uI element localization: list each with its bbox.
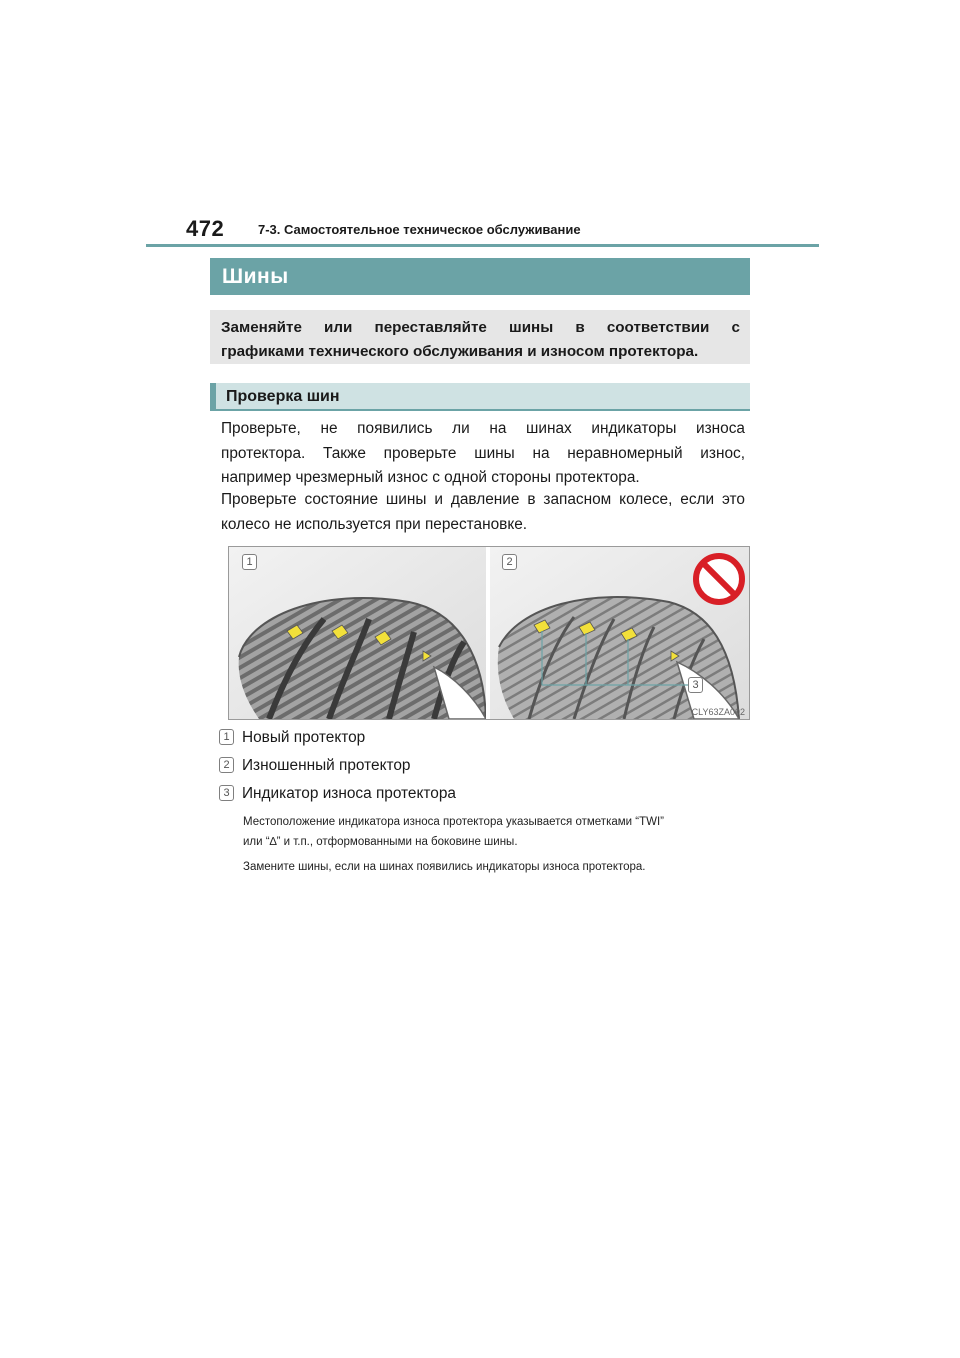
- section-header: 7-3. Самостоятельное техническое обслуживание: [258, 222, 581, 237]
- legend-number-2: 2: [219, 757, 234, 773]
- paragraph-1-line-1: Проверьте, не появились ли на шинах индикаторы износа: [221, 420, 745, 437]
- intro-line-2: графиками технического обслуживания и износом протектора.: [221, 343, 699, 360]
- page-title: Шины: [210, 258, 750, 295]
- intro-line-1: Заменяйте или переставляйте шины в соответствии с: [221, 319, 740, 336]
- legend-item-2: [219, 755, 410, 777]
- paragraph-1-line-2: протектора. Также проверьте шины на неравномерный износ,: [221, 444, 745, 462]
- worn-tire-illustration: [490, 547, 749, 719]
- note-1: [243, 812, 753, 852]
- legend-text-1: Новый протектор: [242, 729, 366, 746]
- legend-item-1: [219, 727, 365, 749]
- prohibition-sign-icon: [696, 556, 742, 602]
- note-2-text: Замените шины, если на шинах появились индикаторы износа протектора.: [243, 861, 646, 873]
- callout-1: 1: [242, 554, 257, 570]
- paragraph-2-line-1: Проверьте состояние шины и давление в запасном колесе, если это: [221, 491, 745, 508]
- subsection-title: Проверка шин: [210, 383, 750, 411]
- callout-3: 3: [688, 677, 703, 693]
- tire-figure: [228, 546, 750, 720]
- intro-box: [210, 310, 750, 364]
- paragraph-1-line-3: например чрезмерный износ с одной стороны протектора.: [221, 469, 640, 486]
- new-tire-illustration: [229, 547, 486, 719]
- note-1-line-2: или “∆” и т.п., отформованными на боковине шины.: [243, 836, 518, 848]
- paragraph-2: [221, 488, 745, 537]
- page-number: 472: [186, 216, 225, 241]
- legend-number-3: 3: [219, 785, 234, 801]
- figure-code: CLY63ZA002: [691, 707, 745, 717]
- legend-item-3: [219, 783, 456, 805]
- legend-text-2: Изношенный протектор: [242, 757, 411, 774]
- tire-illustration-svg: [229, 547, 749, 719]
- paragraph-2-line-2: колесо не используется при перестановке.: [221, 515, 528, 533]
- note-1-line-1: Местоположение индикатора износа протектора указывается отметками “TWI”: [243, 816, 665, 828]
- callout-2: 2: [502, 554, 517, 570]
- header-rule: [146, 244, 819, 247]
- legend-text-3: Индикатор износа протектора: [242, 785, 456, 802]
- legend-number-1: 1: [219, 729, 234, 745]
- note-2: [243, 857, 753, 877]
- paragraph-1: [221, 417, 745, 491]
